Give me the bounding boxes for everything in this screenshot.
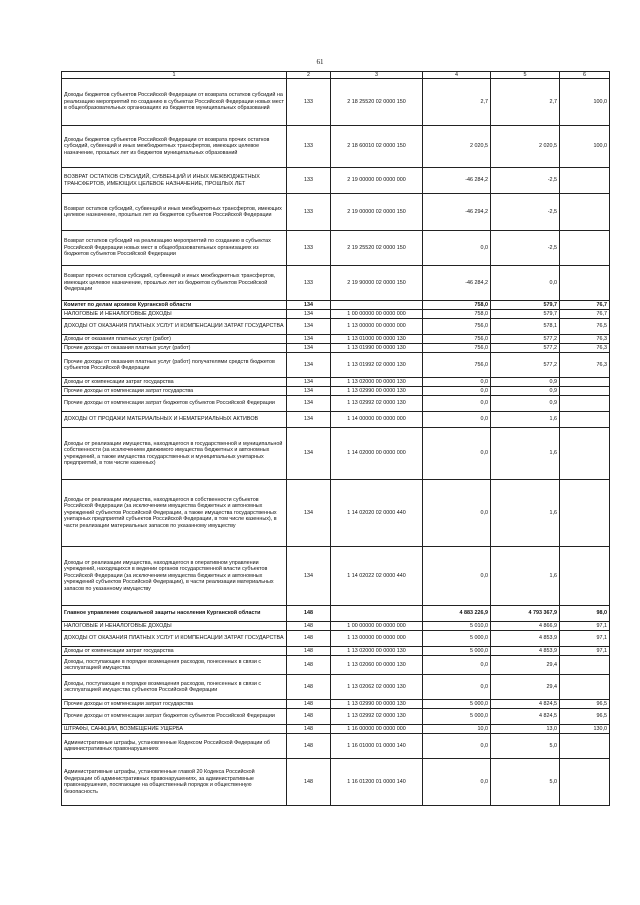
actual-amount: 577,2: [491, 335, 560, 344]
row-name: Доходы, поступающие в порядке возмещения расходов, понесенных в связи с эксплуатацией имущества: [62, 656, 287, 675]
row-name: Доходы бюджетов субъектов Российской Федерации от возврата остатков субсидий на реализацию мероприятий по созданию в субъектах Российской Федерации новых мест в общеобразовательных организациях из бюджетов муниципальных образований: [62, 79, 287, 126]
percent-executed: 76,7: [560, 301, 610, 310]
admin-code: 148: [287, 759, 331, 806]
row-name: Доходы от реализации имущества, находящегося в собственности субъектов Российской Федерации (за исключением имущества бюджетных и автономных учреждений субъектов Российской Федерации, а также имущества государственных унитарных предприятий субъектов Российской Федерации, в том числе казенных), в части реализации материальных запасов по указанному имуществу: [62, 480, 287, 547]
column-header: 5: [491, 72, 560, 79]
percent-executed: 97,1: [560, 622, 610, 631]
admin-code: 148: [287, 675, 331, 700]
row-name: Прочие доходы от компенсации затрат государства: [62, 700, 287, 709]
table-row: [62, 126, 610, 168]
planned-amount: 0,0: [423, 675, 491, 700]
actual-amount: 4 793 367,9: [491, 606, 560, 622]
budget-code: 1 14 00000 00 0000 000: [331, 412, 423, 428]
budget-code: 2 18 25520 02 0000 150: [331, 79, 423, 126]
actual-amount: 2,7: [491, 79, 560, 126]
table-row: [62, 647, 610, 656]
admin-code: 134: [287, 378, 331, 387]
budget-code: 1 13 02062 02 0000 130: [331, 675, 423, 700]
planned-amount: -46 284,2: [423, 168, 491, 194]
planned-amount: -46 284,2: [423, 266, 491, 301]
actual-amount: -2,5: [491, 231, 560, 266]
admin-code: 133: [287, 168, 331, 194]
planned-amount: 10,0: [423, 725, 491, 734]
actual-amount: -2,5: [491, 194, 560, 231]
table-row: [62, 656, 610, 675]
budget-code: [331, 606, 423, 622]
percent-executed: 76,3: [560, 353, 610, 378]
percent-executed: 100,0: [560, 126, 610, 168]
row-name: Возврат прочих остатков субсидий, субвенций и иных межбюджетных трансфертов, имеющих целевое назначение, прошлых лет из бюджетов субъектов Российской Федерации: [62, 266, 287, 301]
percent-executed: 100,0: [560, 79, 610, 126]
column-header: 3: [331, 72, 423, 79]
budget-code: 1 00 00000 00 0000 000: [331, 310, 423, 319]
admin-code: 148: [287, 725, 331, 734]
planned-amount: 756,0: [423, 319, 491, 335]
budget-code: 2 19 90000 02 0000 150: [331, 266, 423, 301]
row-name: Доходы, поступающие в порядке возмещения расходов, понесенных в связи с эксплуатацией имущества субъектов Российской Федерации: [62, 675, 287, 700]
budget-code: 1 13 02060 00 0000 130: [331, 656, 423, 675]
planned-amount: 756,0: [423, 353, 491, 378]
table-row: [62, 319, 610, 335]
admin-code: 148: [287, 734, 331, 759]
row-name: Прочие доходы от компенсации затрат бюджетов субъектов Российской Федерации: [62, 396, 287, 412]
percent-executed: 96,5: [560, 709, 610, 725]
planned-amount: 2 020,5: [423, 126, 491, 168]
row-name: ШТРАФЫ, САНКЦИИ, ВОЗМЕЩЕНИЕ УЩЕРБА: [62, 725, 287, 734]
row-name: Административные штрафы, установленные Кодексом Российской Федерации об административных правонарушениях: [62, 734, 287, 759]
row-name: ДОХОДЫ ОТ ПРОДАЖИ МАТЕРИАЛЬНЫХ И НЕМАТЕРИАЛЬНЫХ АКТИВОВ: [62, 412, 287, 428]
actual-amount: 577,2: [491, 344, 560, 353]
planned-amount: 0,0: [423, 480, 491, 547]
row-name: Прочие доходы от компенсации затрат государства: [62, 387, 287, 396]
table-row: [62, 547, 610, 606]
planned-amount: 756,0: [423, 344, 491, 353]
budget-code: [331, 301, 423, 310]
row-name: Доходы от реализации имущества, находящегося в оперативном управлении учреждений, находящихся в ведении органов государственной власти субъектов Российской Федерации (за исключением имущества бюджетных и автономных учреждений субъектов Российской Федерации), в части реализации материальных запасов по указанному имуществу: [62, 547, 287, 606]
column-header: 2: [287, 72, 331, 79]
percent-executed: 97,1: [560, 631, 610, 647]
column-header: 6: [560, 72, 610, 79]
column-header: 1: [62, 72, 287, 79]
planned-amount: -46 294,2: [423, 194, 491, 231]
planned-amount: 4 883 226,9: [423, 606, 491, 622]
admin-code: 148: [287, 709, 331, 725]
budget-code: 1 13 01992 02 0000 130: [331, 353, 423, 378]
table-row: [62, 700, 610, 709]
planned-amount: 0,0: [423, 759, 491, 806]
actual-amount: 4 853,9: [491, 647, 560, 656]
budget-code: 1 16 01000 01 0000 140: [331, 734, 423, 759]
percent-executed: [560, 428, 610, 480]
budget-code: 1 14 02020 02 0000 440: [331, 480, 423, 547]
admin-code: 148: [287, 647, 331, 656]
planned-amount: 0,0: [423, 231, 491, 266]
page-number: 61: [316, 58, 324, 66]
budget-code: 1 13 01000 00 0000 130: [331, 335, 423, 344]
percent-executed: [560, 675, 610, 700]
row-name: Административные штрафы, установленные главой 20 Кодекса Российской Федерации об административных правонарушениях, за административные правонарушения, посягающие на общественный порядок и общественную безопасность: [62, 759, 287, 806]
percent-executed: [560, 734, 610, 759]
table-row: [62, 378, 610, 387]
table-row: [62, 675, 610, 700]
planned-amount: 5 000,0: [423, 647, 491, 656]
row-name: ДОХОДЫ ОТ ОКАЗАНИЯ ПЛАТНЫХ УСЛУГ И КОМПЕНСАЦИИ ЗАТРАТ ГОСУДАРСТВА: [62, 319, 287, 335]
row-name: НАЛОГОВЫЕ И НЕНАЛОГОВЫЕ ДОХОДЫ: [62, 310, 287, 319]
table-row: [62, 301, 610, 310]
table-row: [62, 194, 610, 231]
row-name: Прочие доходы от компенсации затрат бюджетов субъектов Российской Федерации: [62, 709, 287, 725]
admin-code: 133: [287, 126, 331, 168]
actual-amount: 0,9: [491, 387, 560, 396]
percent-executed: [560, 387, 610, 396]
actual-amount: 4 824,5: [491, 709, 560, 725]
admin-code: 133: [287, 194, 331, 231]
admin-code: 134: [287, 301, 331, 310]
budget-code: 1 14 02000 00 0000 000: [331, 428, 423, 480]
budget-code: 1 13 02992 02 0000 130: [331, 709, 423, 725]
row-name: Возврат остатков субсидий на реализацию мероприятий по созданию в субъектах Российской Федерации новых мест в общеобразовательных организациях из бюджетов субъектов Российской Федерации: [62, 231, 287, 266]
actual-amount: 0,9: [491, 396, 560, 412]
percent-executed: [560, 194, 610, 231]
table-row: [62, 709, 610, 725]
row-name: Доходы бюджетов субъектов Российской Федерации от возврата прочих остатков субсидий, субвенций и иных межбюджетных трансфертов, имеющих целевое назначение, прошлых лет из бюджетов муниципальных образований: [62, 126, 287, 168]
actual-amount: 5,0: [491, 734, 560, 759]
budget-code: 1 13 02990 00 0000 130: [331, 387, 423, 396]
percent-executed: [560, 231, 610, 266]
row-name: ДОХОДЫ ОТ ОКАЗАНИЯ ПЛАТНЫХ УСЛУГ И КОМПЕНСАЦИИ ЗАТРАТ ГОСУДАРСТВА: [62, 631, 287, 647]
budget-code: 1 16 01200 01 0000 140: [331, 759, 423, 806]
planned-amount: 0,0: [423, 428, 491, 480]
row-name: Доходы от компенсации затрат государства: [62, 647, 287, 656]
planned-amount: 5 010,0: [423, 622, 491, 631]
table-row: [62, 631, 610, 647]
admin-code: 134: [287, 319, 331, 335]
table-row: [62, 734, 610, 759]
percent-executed: 76,5: [560, 319, 610, 335]
row-name: ВОЗВРАТ ОСТАТКОВ СУБСИДИЙ, СУБВЕНЦИЙ И ИНЫХ МЕЖБЮДЖЕТНЫХ ТРАНСФЕРТОВ, ИМЕЮЩИХ ЦЕЛЕВОЕ НАЗНАЧЕНИЕ, ПРОШЛЫХ ЛЕТ: [62, 168, 287, 194]
budget-code: 1 14 02022 02 0000 440: [331, 547, 423, 606]
percent-executed: 97,1: [560, 647, 610, 656]
planned-amount: 5 000,0: [423, 709, 491, 725]
budget-code: 1 13 00000 00 0000 000: [331, 631, 423, 647]
admin-code: 134: [287, 344, 331, 353]
admin-code: 148: [287, 622, 331, 631]
table-row: [62, 79, 610, 126]
admin-code: 148: [287, 631, 331, 647]
planned-amount: 756,0: [423, 335, 491, 344]
row-name: Доходы от оказания платных услуг (работ): [62, 335, 287, 344]
budget-code: 2 19 25520 02 0000 150: [331, 231, 423, 266]
table-row: [62, 231, 610, 266]
actual-amount: 579,7: [491, 301, 560, 310]
actual-amount: 4 853,9: [491, 631, 560, 647]
budget-code: 2 19 00000 02 0000 150: [331, 194, 423, 231]
table-row: [62, 396, 610, 412]
percent-executed: [560, 396, 610, 412]
planned-amount: 758,0: [423, 301, 491, 310]
admin-code: 134: [287, 335, 331, 344]
budget-code: 1 13 02990 00 0000 130: [331, 700, 423, 709]
planned-amount: 0,0: [423, 396, 491, 412]
planned-amount: 0,0: [423, 387, 491, 396]
actual-amount: 13,0: [491, 725, 560, 734]
table-row: [62, 606, 610, 622]
percent-executed: [560, 168, 610, 194]
budget-code: 1 13 02992 02 0000 130: [331, 396, 423, 412]
actual-amount: -2,5: [491, 168, 560, 194]
admin-code: 134: [287, 353, 331, 378]
actual-amount: 579,7: [491, 310, 560, 319]
row-name: Прочие доходы от оказания платных услуг (работ): [62, 344, 287, 353]
actual-amount: 578,1: [491, 319, 560, 335]
table-row: [62, 725, 610, 734]
percent-executed: [560, 547, 610, 606]
revenue-table: [61, 71, 610, 806]
percent-executed: [560, 266, 610, 301]
table-row: [62, 428, 610, 480]
admin-code: 148: [287, 656, 331, 675]
admin-code: 134: [287, 480, 331, 547]
planned-amount: 0,0: [423, 547, 491, 606]
admin-code: 133: [287, 79, 331, 126]
table-row: [62, 759, 610, 806]
percent-executed: 76,7: [560, 310, 610, 319]
planned-amount: 758,0: [423, 310, 491, 319]
percent-executed: [560, 480, 610, 547]
percent-executed: [560, 759, 610, 806]
budget-code: 1 13 02000 00 0000 130: [331, 378, 423, 387]
percent-executed: [560, 378, 610, 387]
row-name: Доходы от компенсации затрат государства: [62, 378, 287, 387]
actual-amount: 1,6: [491, 547, 560, 606]
table-row: [62, 480, 610, 547]
planned-amount: 2,7: [423, 79, 491, 126]
percent-executed: 130,0: [560, 725, 610, 734]
percent-executed: 76,3: [560, 344, 610, 353]
row-name: Возврат остатков субсидий, субвенций и иных межбюджетных трансфертов, имеющих целевое назначение, прошлых лет из бюджетов субъектов Российской Федерации: [62, 194, 287, 231]
actual-amount: 29,4: [491, 675, 560, 700]
budget-code: 1 16 00000 00 0000 000: [331, 725, 423, 734]
planned-amount: 0,0: [423, 656, 491, 675]
column-header: 4: [423, 72, 491, 79]
actual-amount: 2 020,5: [491, 126, 560, 168]
planned-amount: 0,0: [423, 734, 491, 759]
admin-code: 133: [287, 231, 331, 266]
admin-code: 148: [287, 606, 331, 622]
budget-code: 1 00 00000 00 0000 000: [331, 622, 423, 631]
percent-executed: [560, 656, 610, 675]
row-name: Доходы от реализации имущества, находящегося в государственной и муниципальной собственности (за исключением движимого имущества бюджетных и автономных учреждений, а также имущества государственных и муниципальных унитарных предприятий, в том числе казенных): [62, 428, 287, 480]
budget-code: 1 13 00000 00 0000 000: [331, 319, 423, 335]
table-row: [62, 335, 610, 344]
planned-amount: 5 000,0: [423, 700, 491, 709]
admin-code: 134: [287, 310, 331, 319]
table-row: [62, 622, 610, 631]
admin-code: 134: [287, 387, 331, 396]
actual-amount: 0,0: [491, 266, 560, 301]
table-row: [62, 353, 610, 378]
column-number-row: [62, 72, 610, 79]
actual-amount: 4 866,9: [491, 622, 560, 631]
table-row: [62, 266, 610, 301]
planned-amount: 0,0: [423, 412, 491, 428]
percent-executed: [560, 412, 610, 428]
table-row: [62, 168, 610, 194]
percent-executed: 98,0: [560, 606, 610, 622]
admin-code: 134: [287, 547, 331, 606]
actual-amount: 5,0: [491, 759, 560, 806]
planned-amount: 5 000,0: [423, 631, 491, 647]
actual-amount: 4 824,5: [491, 700, 560, 709]
table-row: [62, 310, 610, 319]
budget-code: 2 19 00000 00 0000 000: [331, 168, 423, 194]
actual-amount: 577,2: [491, 353, 560, 378]
actual-amount: 1,6: [491, 412, 560, 428]
row-name: Прочие доходы от оказания платных услуг (работ) получателями средств бюджетов субъектов Российской Федерации: [62, 353, 287, 378]
admin-code: 133: [287, 266, 331, 301]
admin-code: 134: [287, 412, 331, 428]
percent-executed: 96,5: [560, 700, 610, 709]
table-row: [62, 387, 610, 396]
percent-executed: 76,3: [560, 335, 610, 344]
actual-amount: 29,4: [491, 656, 560, 675]
budget-code: 1 13 01990 00 0000 130: [331, 344, 423, 353]
row-name: НАЛОГОВЫЕ И НЕНАЛОГОВЫЕ ДОХОДЫ: [62, 622, 287, 631]
actual-amount: 1,6: [491, 480, 560, 547]
table-row: [62, 412, 610, 428]
budget-code: 1 13 02000 00 0000 130: [331, 647, 423, 656]
actual-amount: 1,6: [491, 428, 560, 480]
row-name: Комитет по делам архивов Курганской области: [62, 301, 287, 310]
admin-code: 134: [287, 396, 331, 412]
budget-code: 2 18 60010 02 0000 150: [331, 126, 423, 168]
actual-amount: 0,9: [491, 378, 560, 387]
admin-code: 134: [287, 428, 331, 480]
admin-code: 148: [287, 700, 331, 709]
planned-amount: 0,0: [423, 378, 491, 387]
row-name: Главное управление социальной защиты населения Курганской области: [62, 606, 287, 622]
table-row: [62, 344, 610, 353]
